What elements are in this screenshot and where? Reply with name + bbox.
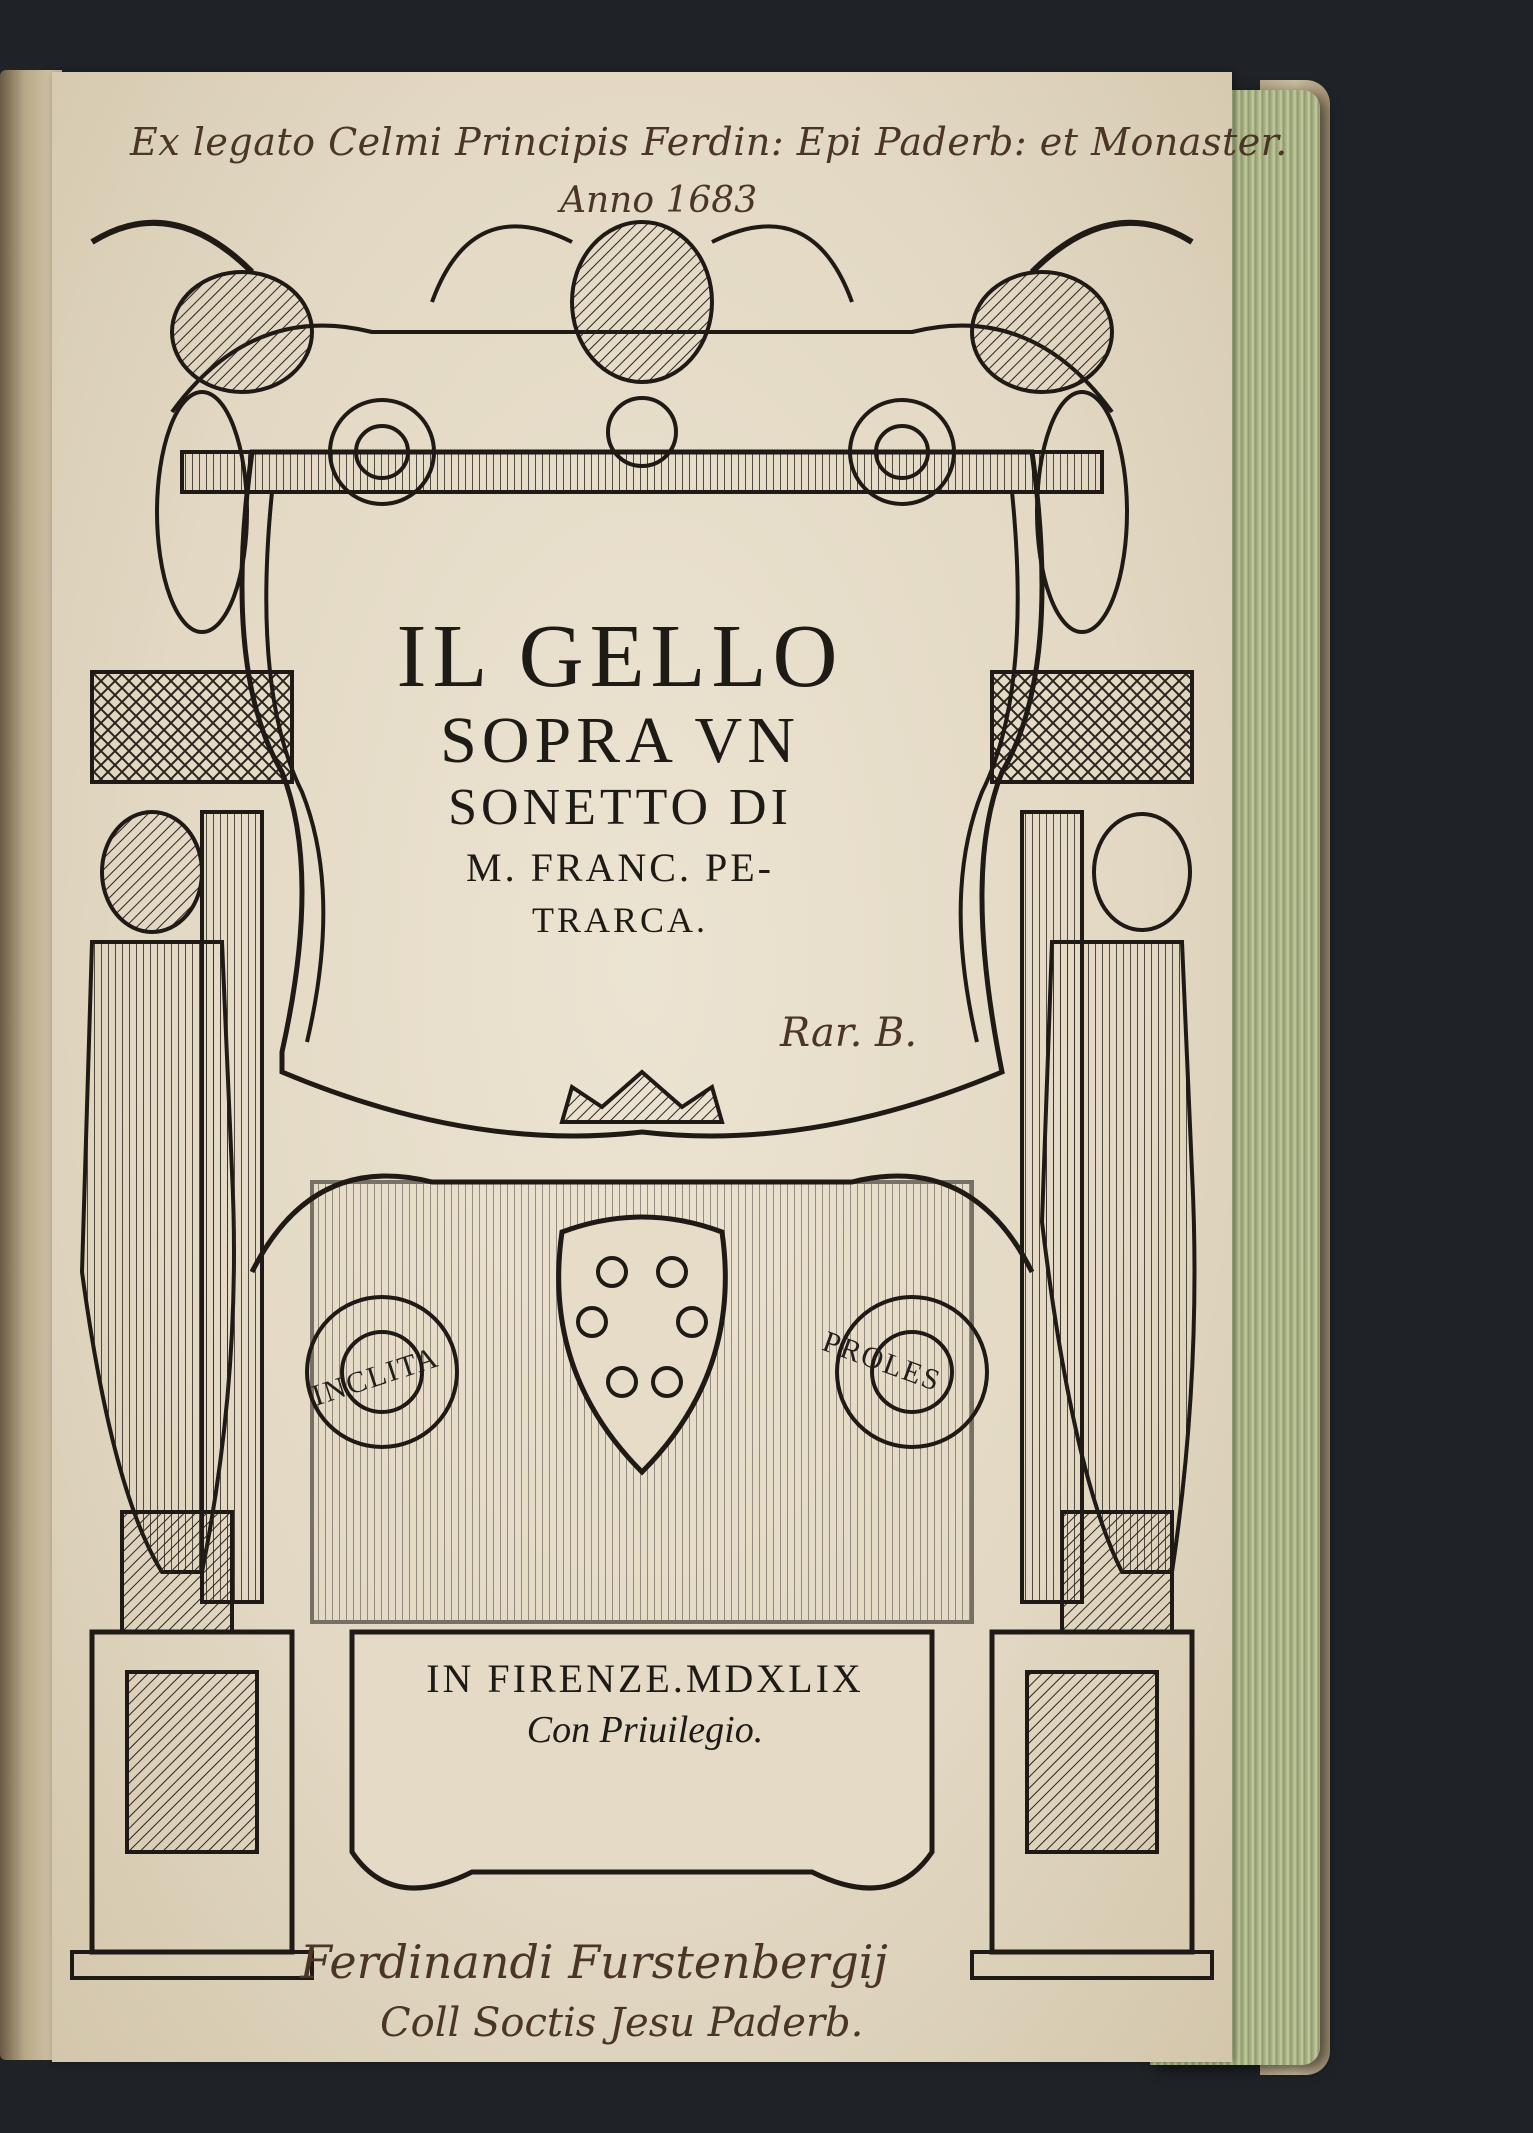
- imprint-privilege: Con Priuilegio.: [526, 1709, 764, 1751]
- title-line-2: SOPRA VN: [440, 703, 800, 777]
- title-line-5: TRARCA.: [531, 900, 709, 941]
- title-line-3: SONETTO DI: [448, 779, 792, 837]
- title-block: [310, 607, 930, 944]
- imprint: [420, 1655, 870, 1752]
- motto-right: PROLES: [818, 1324, 946, 1399]
- handwritten-shelf-mark: Rar. B.: [780, 1010, 918, 1056]
- title-line-1: IL GELLO: [396, 607, 844, 706]
- motto-left: INCLITA: [307, 1340, 444, 1413]
- ownership-signature-line-1: Ferdinandi Furstenbergij: [300, 1935, 888, 1989]
- handwritten-provenance-note: Ex legato Celmi Principis Ferdin: Epi Paderb: et Monaster.: [130, 120, 1288, 164]
- handwritten-year: Anno 1683: [560, 180, 758, 221]
- woodcut-frame: [52, 72, 1232, 2062]
- ownership-signature-line-2: Coll Soctis Jesu Paderb.: [380, 2000, 864, 2046]
- title-line-4: M. FRANC. PE-: [466, 845, 774, 891]
- imprint-place-date: IN FIRENZE.MDXLIX: [426, 1656, 864, 1701]
